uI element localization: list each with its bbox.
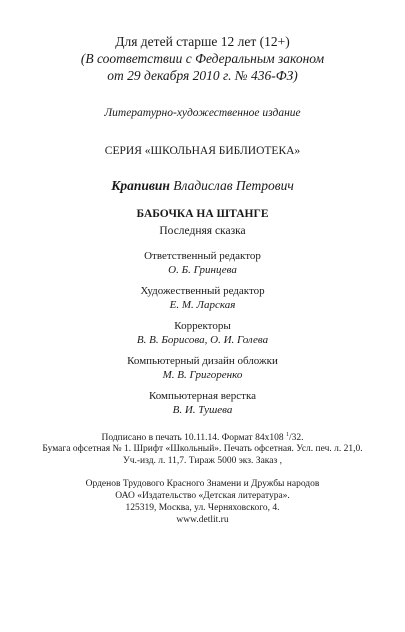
print-info-period: . bbox=[301, 433, 304, 444]
publisher-line-2: ОАО «Издательство «Детская литература». bbox=[115, 491, 290, 501]
credit-names: В. И. Тушева bbox=[172, 404, 233, 416]
author-surname: Крапивин bbox=[111, 178, 170, 193]
series-name: СЕРИЯ «ШКОЛЬНАЯ БИБЛИОТЕКА» bbox=[104, 145, 301, 157]
credit-role: Ответственный редактор bbox=[144, 250, 261, 262]
print-info-line-1 bbox=[0, 432, 405, 443]
edition-type: Литературно-художественное издание bbox=[104, 107, 301, 119]
format-fraction-numerator: 1 bbox=[285, 432, 289, 438]
print-info-line-3: Уч.-изд. л. 11,7. Тираж 5000 экз. Заказ , bbox=[123, 456, 282, 466]
credit-role: Корректоры bbox=[174, 320, 231, 332]
credit-role: Компьютерный дизайн обложки bbox=[127, 355, 278, 367]
credit-names: В. В. Борисова, О. И. Голева bbox=[136, 334, 269, 346]
publisher-line-1: Орденов Трудового Красного Знамени и Дружбы народов bbox=[85, 479, 320, 489]
credit-names: О. Б. Гринцева bbox=[168, 264, 237, 276]
author-given-names: Владислав Петрович bbox=[173, 178, 294, 193]
law-reference-line-2: от 29 декабря 2010 г. № 436-ФЗ) bbox=[107, 68, 298, 83]
credit-role: Компьютерная верстка bbox=[148, 390, 257, 402]
publisher-address: 125319, Москва, ул. Черняховского, 4. bbox=[125, 503, 280, 513]
author-line bbox=[0, 178, 405, 194]
print-info-text: Подписано в печать 10.11.14. Формат 84х108 bbox=[101, 433, 286, 444]
book-title: БАБОЧКА НА ШТАНГЕ bbox=[136, 208, 269, 220]
credit-role: Художественный редактор bbox=[140, 285, 265, 297]
format-fraction-denominator: /32 bbox=[288, 433, 302, 444]
publisher-website: www.detlit.ru bbox=[176, 515, 229, 525]
print-info-line-2: Бумага офсетная № 1. Шрифт «Школьный». Печать офсетная. Усл. печ. л. 21,0. bbox=[42, 444, 363, 454]
law-reference-line-1: (В соответствии с Федеральным законом bbox=[80, 51, 325, 66]
credit-names: М. В. Григоренко bbox=[162, 369, 243, 381]
book-subtitle: Последняя сказка bbox=[159, 225, 246, 237]
credit-names: Е. М. Ларская bbox=[169, 299, 236, 311]
age-rating-line: Для детей старше 12 лет (12+) bbox=[115, 34, 290, 49]
